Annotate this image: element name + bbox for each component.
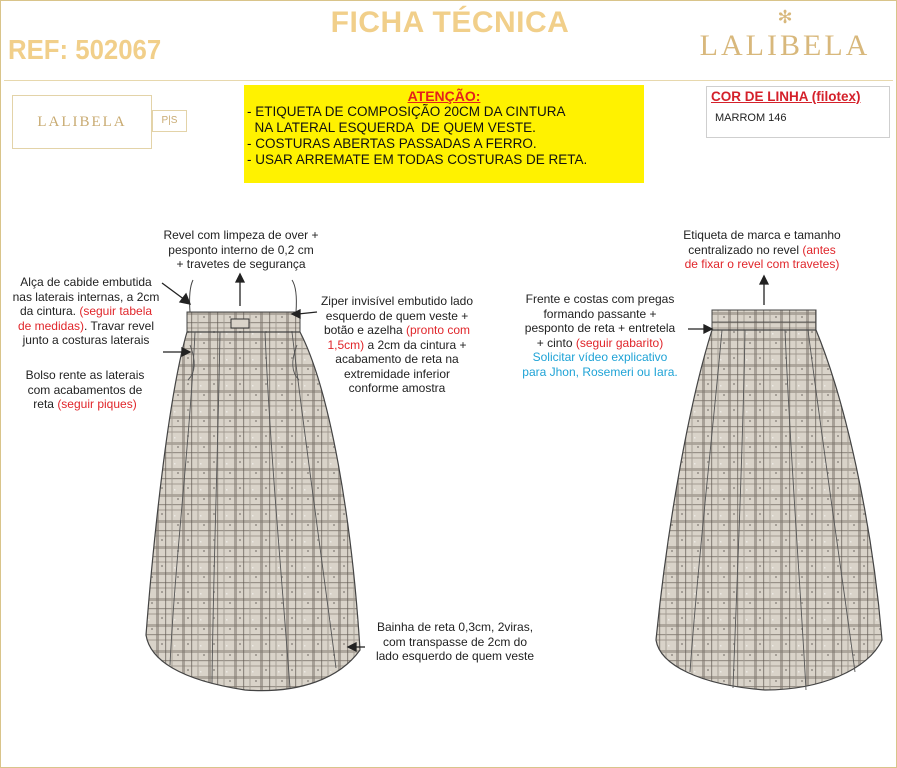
size-label-box: P|S xyxy=(152,110,187,132)
note-line xyxy=(14,397,156,412)
note-line: com transpasse de 2cm do xyxy=(382,634,528,649)
note-revel xyxy=(148,228,334,272)
attention-line: - COSTURAS ABERTAS PASSADAS A FERRO. xyxy=(247,136,537,151)
hanger-loop-right xyxy=(292,280,296,312)
note-line: Etiqueta de marca e tamanho xyxy=(683,228,841,242)
note-line: extremidade inferior xyxy=(343,366,451,381)
note-line xyxy=(304,338,490,353)
note-line-blue: para Jhon, Rosemeri ou Iara. xyxy=(522,364,678,379)
attention-line: - ETIQUETA DE COMPOSIÇÃO 20CM DA CINTURA xyxy=(247,104,566,119)
note-line: Ziper invisível embutido lado xyxy=(320,294,474,308)
note-line: pesponto de reta + entretela xyxy=(524,321,676,335)
note-pocket xyxy=(14,368,156,412)
note-text-red: (seguir gabarito) xyxy=(575,335,664,350)
note-zipper xyxy=(304,294,490,396)
note-text: . Travar revel xyxy=(84,318,155,333)
attention-line: NA LATERAL ESQUERDA DE QUEM VESTE. xyxy=(247,120,536,135)
note-line: acabamento de reta na xyxy=(335,352,459,366)
note-line: conforme amostra xyxy=(348,381,446,395)
note-text-red: (seguir piques) xyxy=(57,397,137,411)
note-line xyxy=(6,319,166,334)
page-title: FICHA TÉCNICA xyxy=(330,6,570,39)
note-line xyxy=(506,336,694,351)
hanger-loop-left xyxy=(190,280,193,312)
note-line xyxy=(664,243,860,258)
note-line: Revel com limpeza de over + xyxy=(163,228,319,242)
note-line: com acabamentos de xyxy=(27,382,143,397)
brand-label-text: LALIBELA xyxy=(37,114,127,130)
waist-button-tab xyxy=(231,319,249,328)
note-line: Bolso rente as laterais xyxy=(25,368,145,382)
note-text: da cintura. xyxy=(19,304,80,318)
brand-logo-text: LALIBELA xyxy=(699,29,871,62)
note-line: nas laterais internas, a 2cm xyxy=(12,289,160,304)
note-text-red: de medidas) xyxy=(17,318,84,333)
note-line: + travetes de segurança xyxy=(176,257,306,271)
note-text: botão e azelha xyxy=(323,323,407,337)
thread-color-value: MARROM 146 xyxy=(715,112,787,124)
note-text-red: (antes xyxy=(802,242,836,257)
note-line: formando passante + xyxy=(543,306,657,321)
bee-icon: ✻ xyxy=(777,7,793,27)
note-pleats xyxy=(506,292,694,379)
note-line: junto a costuras laterais xyxy=(22,333,150,347)
note-line: esquerdo de quem veste + xyxy=(325,308,469,323)
note-text-red: (pronto com xyxy=(406,323,471,337)
note-line: lado esquerdo de quem veste xyxy=(375,649,535,663)
note-line-red: de fixar o revel com travetes) xyxy=(684,257,840,271)
attention-title: ATENÇÃO: xyxy=(407,88,481,104)
note-line xyxy=(6,304,166,319)
note-line: Frente e costas com pregas xyxy=(525,292,675,306)
note-line: Bainha de reta 0,3cm, 2viras, xyxy=(376,620,534,634)
note-brand-label xyxy=(664,228,860,272)
note-line: pesponto interno de 0,2 cm xyxy=(168,242,314,257)
note-text: a 2cm da cintura + xyxy=(364,337,467,352)
note-text: centralizado no revel xyxy=(688,242,803,257)
note-line: Alça de cabide embutida xyxy=(20,275,152,289)
note-hem xyxy=(360,620,550,664)
note-text: reta xyxy=(33,397,58,411)
note-text-red: (seguir tabela xyxy=(79,304,153,318)
note-line-blue: Solicitar vídeo explicativo xyxy=(532,350,668,364)
note-text: + cinto xyxy=(536,335,576,350)
reference-code: REF: 502067 xyxy=(8,34,162,65)
note-hanger-loop xyxy=(6,275,166,348)
thread-color-title: COR DE LINHA (filotex) xyxy=(711,89,861,104)
attention-line: - USAR ARREMATE EM TODAS COSTURAS DE RETA. xyxy=(247,152,588,167)
note-text-red: 1,5cm) xyxy=(327,337,365,352)
note-line xyxy=(304,323,490,338)
